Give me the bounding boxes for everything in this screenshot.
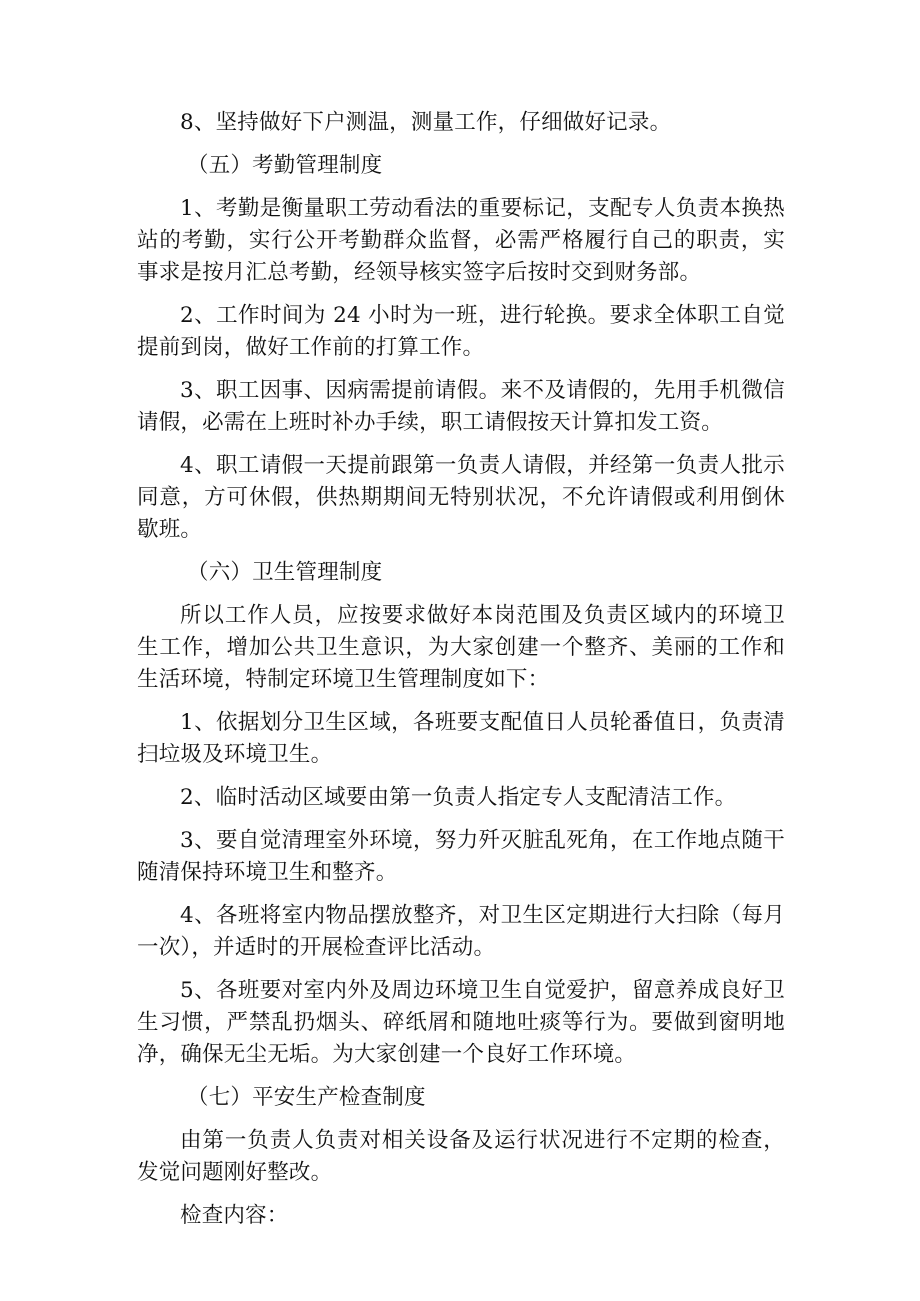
paragraph-hygiene-5: 5、各班要对室内外及周边环境卫生自觉爱护，留意养成良好卫生习惯，严禁乱扔烟头、碎纸屑和随地吐痰等行为。要做到窗明地净，确保无尘无垢。为大家创建一个良好工作环境。	[137, 978, 785, 1067]
section-heading-attendance: （五）考勤管理制度	[187, 153, 383, 178]
paragraph-inspection-content: 检查内容：	[180, 1203, 289, 1228]
document-body	[137, 107, 785, 1232]
paragraph-hygiene-3: 3、要自觉清理室外环境，努力歼灭脏乱死角，在工作地点随干随清保持环境卫生和整齐。	[137, 828, 785, 885]
paragraph-attendance-2: 2、工作时间为 24 小时为一班，进行轮换。要求全体职工自觉提前到岗，做好工作前的打算工作。	[137, 303, 785, 360]
paragraph-hygiene-4: 4、各班将室内物品摆放整齐，对卫生区定期进行大扫除（每月一次），并适时的开展检查评比活动。	[137, 903, 785, 960]
section-heading-hygiene: （六）卫生管理制度	[187, 560, 383, 585]
paragraph-attendance-3: 3、职工因事、因病需提前请假。来不及请假的，先用手机微信请假，必需在上班时补办手续，职工请假按天计算扣发工资。	[137, 378, 785, 435]
paragraph-attendance-1: 1、考勤是衡量职工劳动看法的重要标记，支配专人负责本换热站的考勤，实行公开考勤群众监督，必需严格履行自己的职责，实事求是按月汇总考勤，经领导核实签字后按时交到财务部。	[137, 196, 785, 285]
paragraph-hygiene-intro: 所以工作人员，应按要求做好本岗范围及负责区域内的环境卫生工作，增加公共卫生意识，为大家创建一个整齐、美丽的工作和生活环境，特制定环境卫生管理制度如下：	[137, 603, 785, 692]
paragraph-hygiene-2: 2、临时活动区域要由第一负责人指定专人支配清洁工作。	[180, 785, 737, 810]
section-heading-safety-inspection: （七）平安生产检查制度	[187, 1085, 426, 1110]
paragraph-hygiene-1: 1、依据划分卫生区域，各班要支配值日人员轮番值日，负责清扫垃圾及环境卫生。	[137, 710, 785, 767]
paragraph-safety-intro: 由第一负责人负责对相关设备及运行状况进行不定期的检查，发觉问题刚好整改。	[137, 1128, 785, 1185]
paragraph-item-8-temperature: 8、坚持做好下户测温，测量工作，仔细做好记录。	[180, 110, 672, 135]
paragraph-attendance-4: 4、职工请假一天提前跟第一负责人请假，并经第一负责人批示同意，方可休假，供热期期间无特别状况，不允许请假或利用倒休歇班。	[137, 453, 785, 542]
